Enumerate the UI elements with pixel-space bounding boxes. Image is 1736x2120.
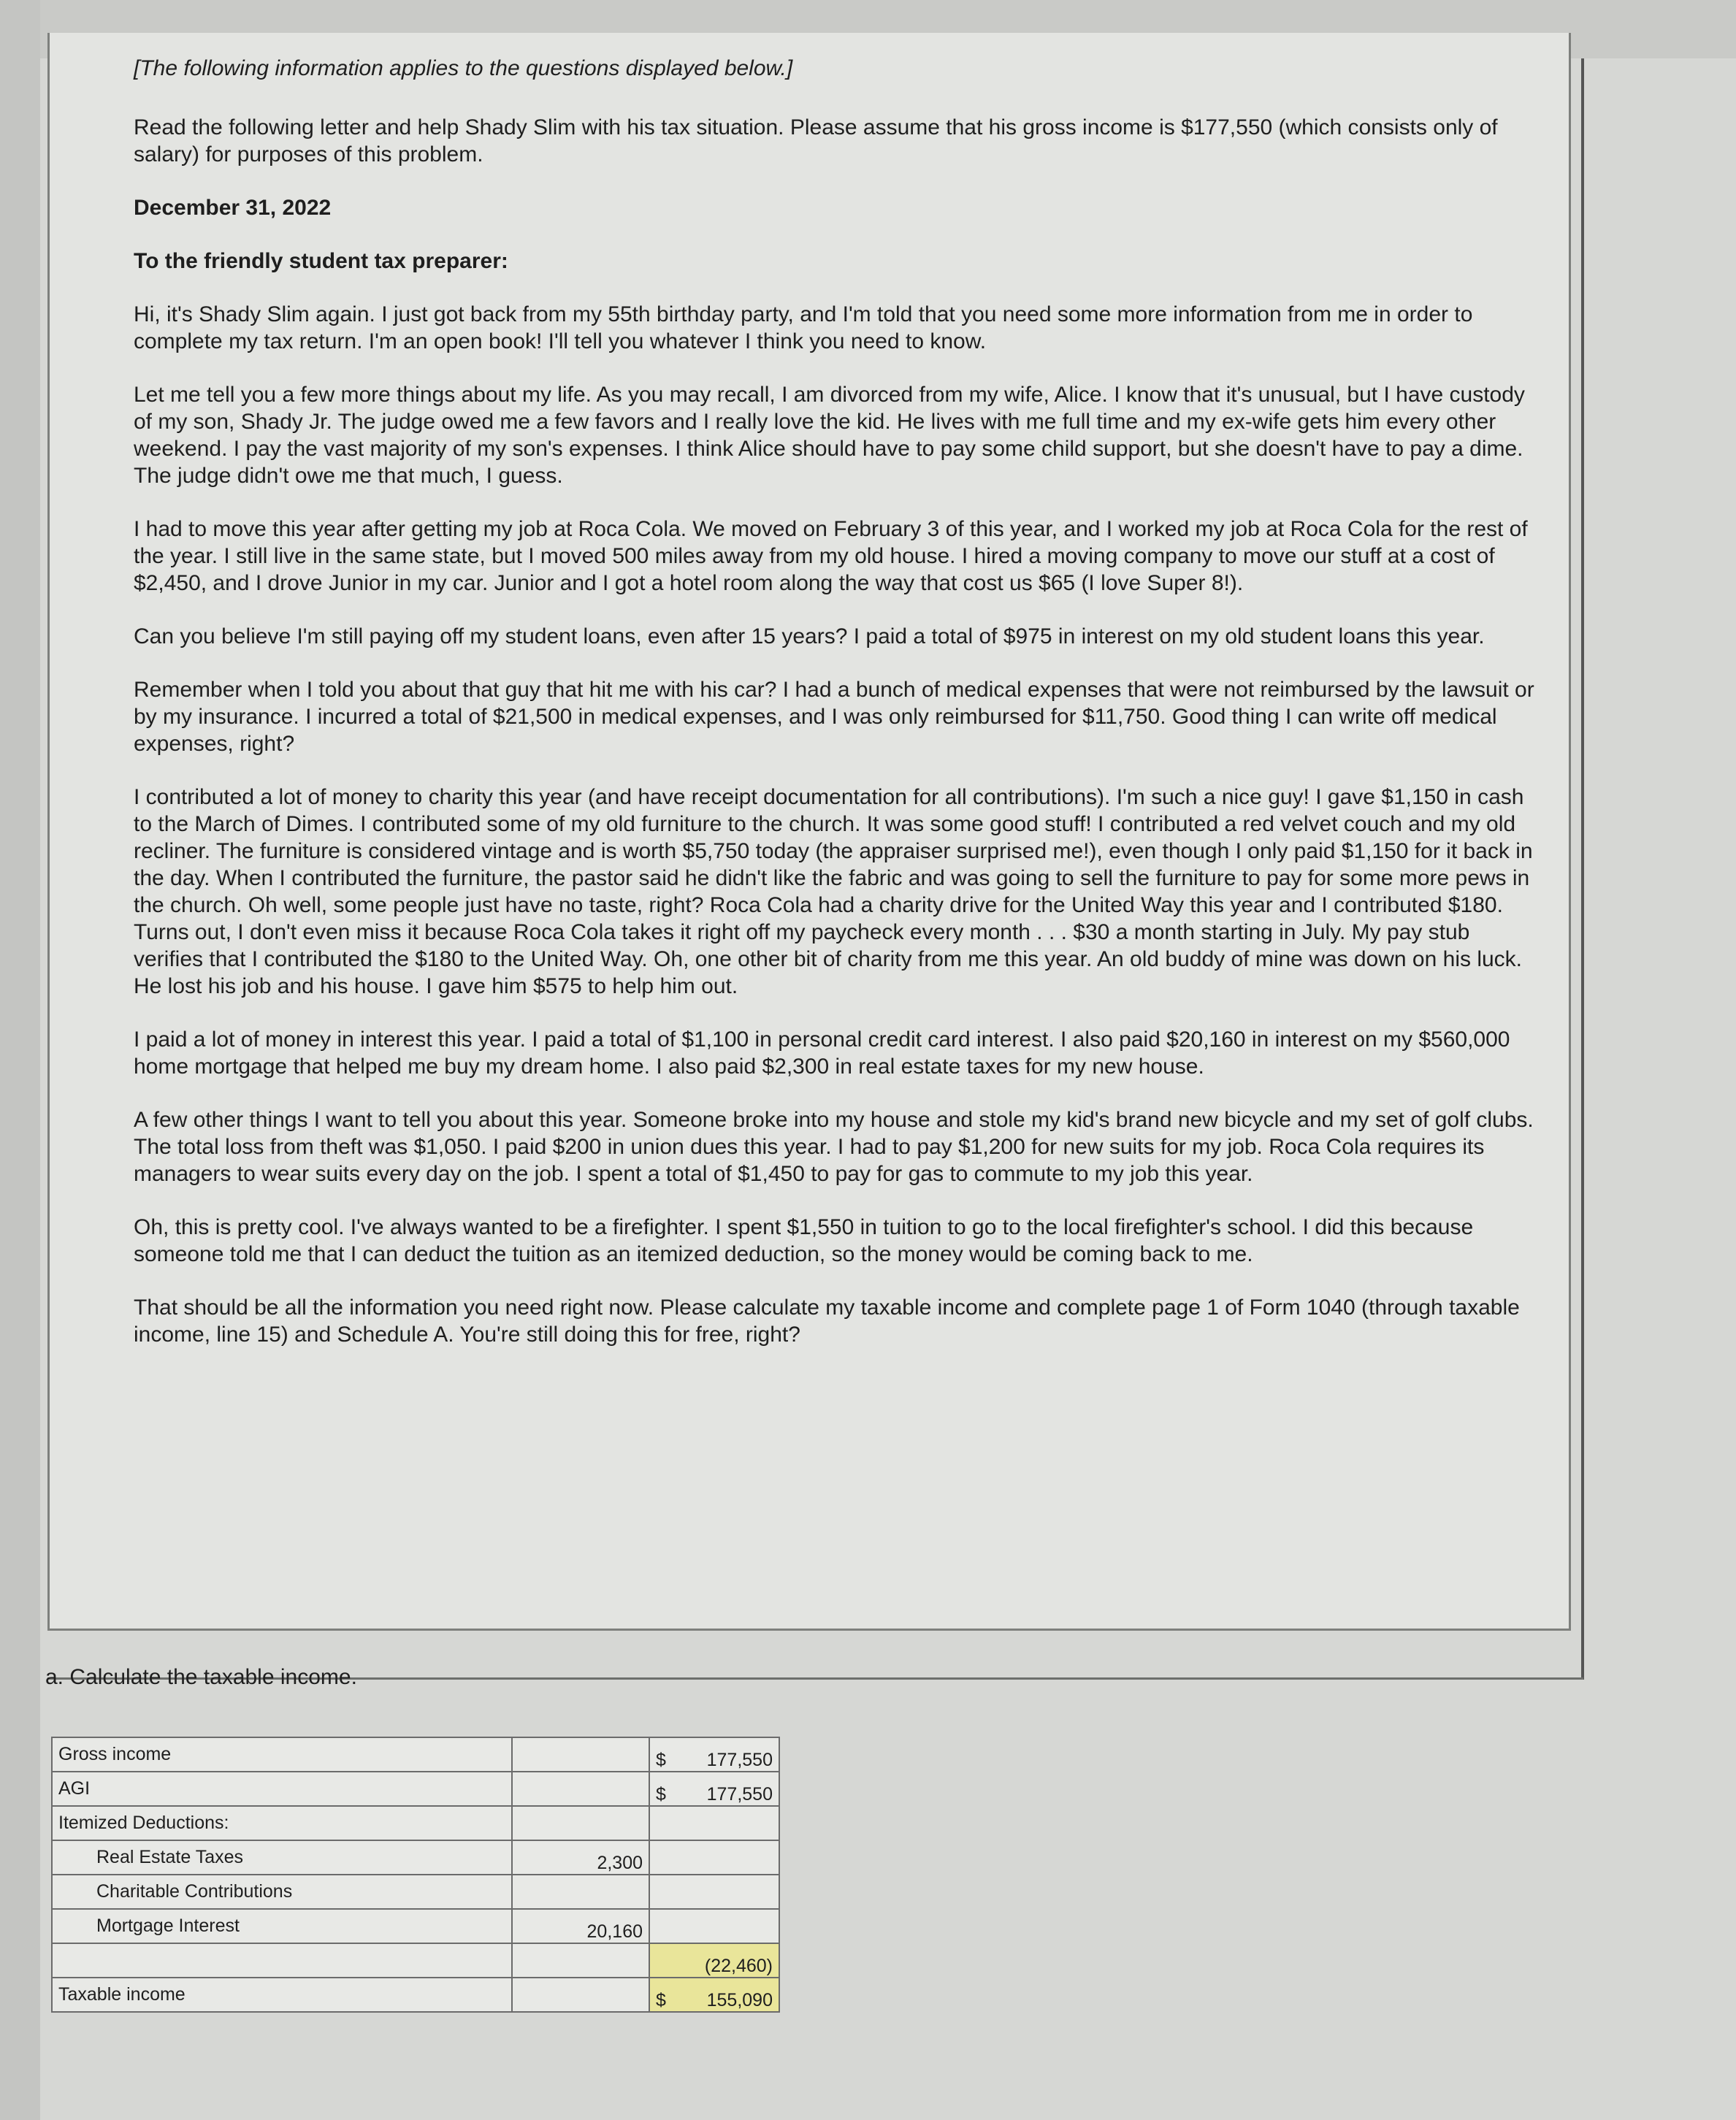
table-row (52, 1978, 779, 2012)
amount-input[interactable] (512, 1772, 649, 1806)
letter-paragraph: That should be all the information you need right now. Please calculate my taxable income and complete page 1 of Form 1040 (through taxable income, line 15) and Schedule A. You're still doing this for free, right? (134, 1296, 1520, 1347)
table-row (52, 1909, 779, 1943)
table-row (52, 1772, 779, 1806)
intro-note: [The following information applies to the questions displayed below.] (134, 56, 793, 80)
letter-paragraph: I had to move this year after getting my job at Roca Cola. We moved on February 3 of this year, and I worked my job at Roca Cola for the rest of the year. I still live in the same state, but I moved 500 miles away from my old house. I hired a moving company to move our stuff at a cost of $2,450, and I drove Junior in my car. Junior and I got a hotel room along the way that cost us $65 (I love Super 8!). (134, 517, 1528, 595)
table-row (52, 1737, 779, 1772)
letter-paragraph: Oh, this is pretty cool. I've always wanted to be a firefighter. I spent $1,550 in tuition to go to the local firefighter's school. I did this because someone told me that I can deduct the tuition as an itemized deduction, so the money would be coming back to me. (134, 1215, 1474, 1266)
row-label: Itemized Deductions: (52, 1806, 512, 1840)
total-input[interactable] (649, 1840, 779, 1875)
amount-input[interactable] (512, 1806, 649, 1840)
total-input[interactable] (649, 1772, 779, 1806)
row-label: Real Estate Taxes (52, 1840, 512, 1875)
letter-paragraph: A few other things I want to tell you about this year. Someone broke into my house and stole my kid's brand new bicycle and my set of golf clubs. The total loss from theft was $1,050. I paid $200 in union dues this year. I had to pay $1,200 for new suits for my job. Roca Cola requires its managers to wear suits every day on the job. I spent a total of $1,450 to pay for gas to commute to my job this year. (134, 1108, 1534, 1186)
total-input[interactable] (649, 1909, 779, 1943)
letter-salutation: To the friendly student tax preparer: (134, 249, 508, 273)
row-label: AGI (52, 1772, 512, 1806)
row-label[interactable] (52, 1943, 512, 1978)
amount-input[interactable] (512, 1875, 649, 1909)
row-label: Charitable Contributions (52, 1875, 512, 1909)
table-row (52, 1840, 779, 1875)
taxable-income-input[interactable] (649, 1978, 779, 2012)
letter-paragraph: I paid a lot of money in interest this year. I paid a total of $1,100 in personal credit card interest. I also paid $20,160 in interest on my $560,000 home mortgage that helped me buy my dream home. I also paid $2,300 in real estate taxes for my new house. (134, 1028, 1510, 1079)
amount-input[interactable]: 2,300 (512, 1840, 649, 1875)
letter-paragraph: Hi, it's Shady Slim again. I just got back from my 55th birthday party, and I'm told that you need some more information from me in order to complete my tax return. I'm an open book! I'll tell you whatever I think you need to know. (134, 302, 1473, 353)
letter-date: December 31, 2022 (134, 196, 332, 220)
screen-edge-left (0, 0, 40, 2120)
letter-paragraph: I contributed a lot of money to charity this year (and have receipt documentation for all contributions). I'm such a nice guy! I gave $1,150 in cash to the March of Dimes. I contributed some of my old furniture to the church. It was some good stuff! I contributed a red velvet couch and my old recliner. The furniture is considered vintage and is worth $5,750 today (the appraiser surprised me!), even though I only paid $1,150 for it back in the day. When I contributed the furniture, the pastor said he didn't like the fabric and was going to sell the furniture to pay for some more pews in the church. Oh well, some people just have no taste, right? Roca Cola had a charity drive for the United Way this year and I contributed $180. Turns out, I don't even miss it because Roca Cola takes it right off my paycheck every month . . . $30 a month starting in July. My pay stub verifies that I contributed the $180 to the United Way. Oh, one other bit of charity from me this year. An old buddy of mine was down on his luck. He lost his job and his house. I gave him $575 to help him out. (134, 785, 1533, 998)
problem-panel (47, 33, 1571, 1631)
currency-sign: $ (656, 1750, 666, 1770)
taxable-income-worksheet (51, 1737, 780, 2013)
letter-paragraph: Let me tell you a few more things about my life. As you may recall, I am divorced from my wife, Alice. I know that it's unusual, but I have custody of my son, Shady Jr. The judge owed me a few favors and I really love the kid. He lives with me full time and my ex-wife gets him every other weekend. I pay the vast majority of my son's expenses. I think Alice should have to pay some child support, but she doesn't have to pay a dime. The judge didn't owe me that much, I guess. (134, 383, 1525, 488)
instructions: Read the following letter and help Shady Slim with his tax situation. Please assume that his gross income is $177,550 (which consists only of salary) for purposes of this problem. (134, 115, 1498, 167)
amount-input[interactable] (512, 1978, 649, 2012)
letter-paragraph: Remember when I told you about that guy that hit me with his car? I had a bunch of medical expenses that were not reimbursed by the lawsuit or by my insurance. I incurred a total of $21,500 in medical expenses, and I was only reimbursed for $11,750. Good thing I can write off medical expenses, right? (134, 678, 1534, 756)
amount-input[interactable] (512, 1737, 649, 1772)
total-value: 177,550 (706, 1784, 773, 1805)
total-input[interactable] (649, 1806, 779, 1840)
currency-sign: $ (656, 1784, 666, 1805)
row-label: Mortgage Interest (52, 1909, 512, 1943)
total-input[interactable] (649, 1875, 779, 1909)
row-label: Taxable income (52, 1978, 512, 2012)
question-label: a. Calculate the taxable income. (45, 1665, 357, 1689)
total-input[interactable] (649, 1737, 779, 1772)
total-value: 155,090 (706, 1990, 773, 2010)
total-value: 177,550 (706, 1750, 773, 1770)
scroll-divider (1581, 58, 1584, 1680)
currency-sign: $ (656, 1990, 666, 2010)
amount-input[interactable] (512, 1943, 649, 1978)
table-row (52, 1875, 779, 1909)
table-row (52, 1943, 779, 1978)
row-label: Gross income (52, 1737, 512, 1772)
problem-text (134, 55, 1536, 1374)
table-row (52, 1806, 779, 1840)
total-deductions-input[interactable]: (22,460) (649, 1943, 779, 1978)
amount-input[interactable]: 20,160 (512, 1909, 649, 1943)
letter-paragraph: Can you believe I'm still paying off my student loans, even after 15 years? I paid a total of $975 in interest on my old student loans this year. (134, 624, 1485, 648)
